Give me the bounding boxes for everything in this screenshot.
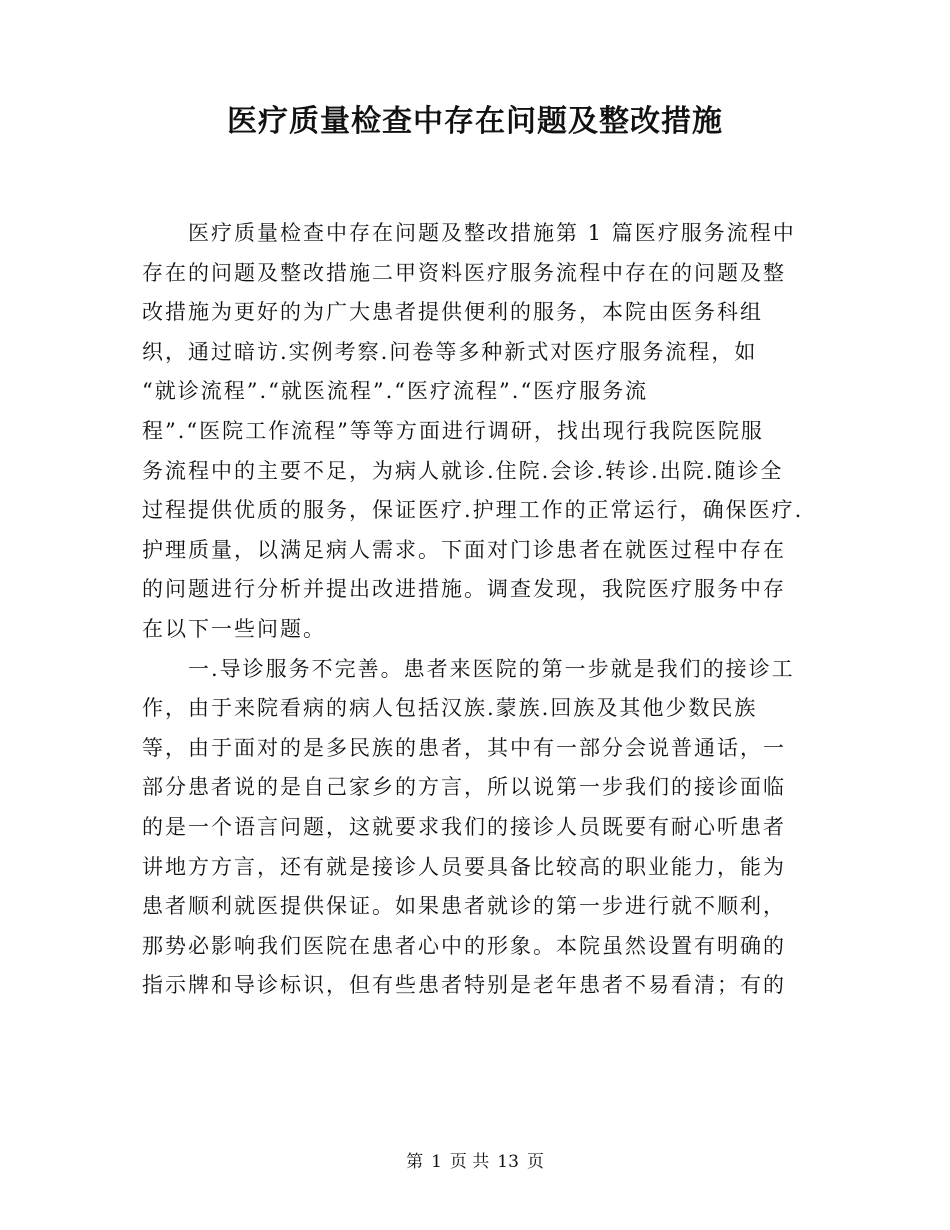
body-line: 作，由于来院看病的病人包括汉族.蒙族.回族及其他少数民族 [142, 696, 758, 721]
footer-prefix: 第 [406, 1152, 424, 1172]
body-line: 患者顺利就医提供保证。如果患者就诊的第一步进行就不顺利， [142, 894, 786, 919]
page-total: 13 [497, 1152, 519, 1172]
footer-suffix: 页 [526, 1152, 544, 1172]
body-line: 改措施为更好的为广大患者提供便利的服务，本院由医务科组 [142, 300, 763, 325]
body-line: 过程提供优质的服务，保证医疗.护理工作的正常运行，确保医疗. [142, 498, 804, 523]
body-line: 务流程中的主要不足，为病人就诊.住院.会诊.转诊.出院.随诊全 [142, 458, 784, 483]
body-line: 程”.“医院工作流程”等等方面进行调研，找出现行我院医院服 [142, 418, 764, 443]
body-line: 在以下一些问题。 [142, 616, 326, 641]
body-line: 等，由于面对的是多民族的患者，其中有一部分会说普通话，一 [142, 735, 786, 760]
page-number: 1 [431, 1152, 442, 1172]
body-line: 讲地方方言，还有就是接诊人员要具备比较高的职业能力，能为 [142, 854, 786, 879]
document-body [142, 214, 817, 1006]
body-line: 一.导诊服务不完善。患者来医院的第一步就是我们的接诊工 [188, 656, 795, 681]
body-line: 护理质量，以满足病人需求。下面对门诊患者在就医过程中存在 [142, 537, 786, 562]
body-line: “就诊流程”.“就医流程”.“医疗流程”.“医疗服务流 [142, 379, 649, 404]
body-line: 医疗质量检查中存在问题及整改措施第 1 篇医疗服务流程中 [188, 221, 796, 245]
body-line: 那势必影响我们医院在患者心中的形象。本院虽然设置有明确的 [142, 933, 786, 958]
body-line: 指示牌和导诊标识，但有些患者特别是老年患者不易看清；有的 [142, 973, 786, 998]
page-footer [0, 1150, 950, 1174]
body-line: 的问题进行分析并提出改进措施。调查发现，我院医疗服务中存 [142, 577, 786, 602]
body-line: 织，通过暗访.实例考察.问卷等多种新式对医疗服务流程，如 [142, 339, 758, 364]
document-title: 医疗质量检查中存在问题及整改措施 [227, 104, 723, 139]
footer-middle: 页 共 [449, 1152, 490, 1172]
body-line: 部分患者说的是自己家乡的方言，所以说第一步我们的接诊面临 [142, 775, 786, 800]
body-line: 存在的问题及整改措施二甲资料医疗服务流程中存在的问题及整 [142, 260, 786, 285]
body-line: 的是一个语言问题，这就要求我们的接诊人员既要有耐心听患者 [142, 814, 786, 839]
